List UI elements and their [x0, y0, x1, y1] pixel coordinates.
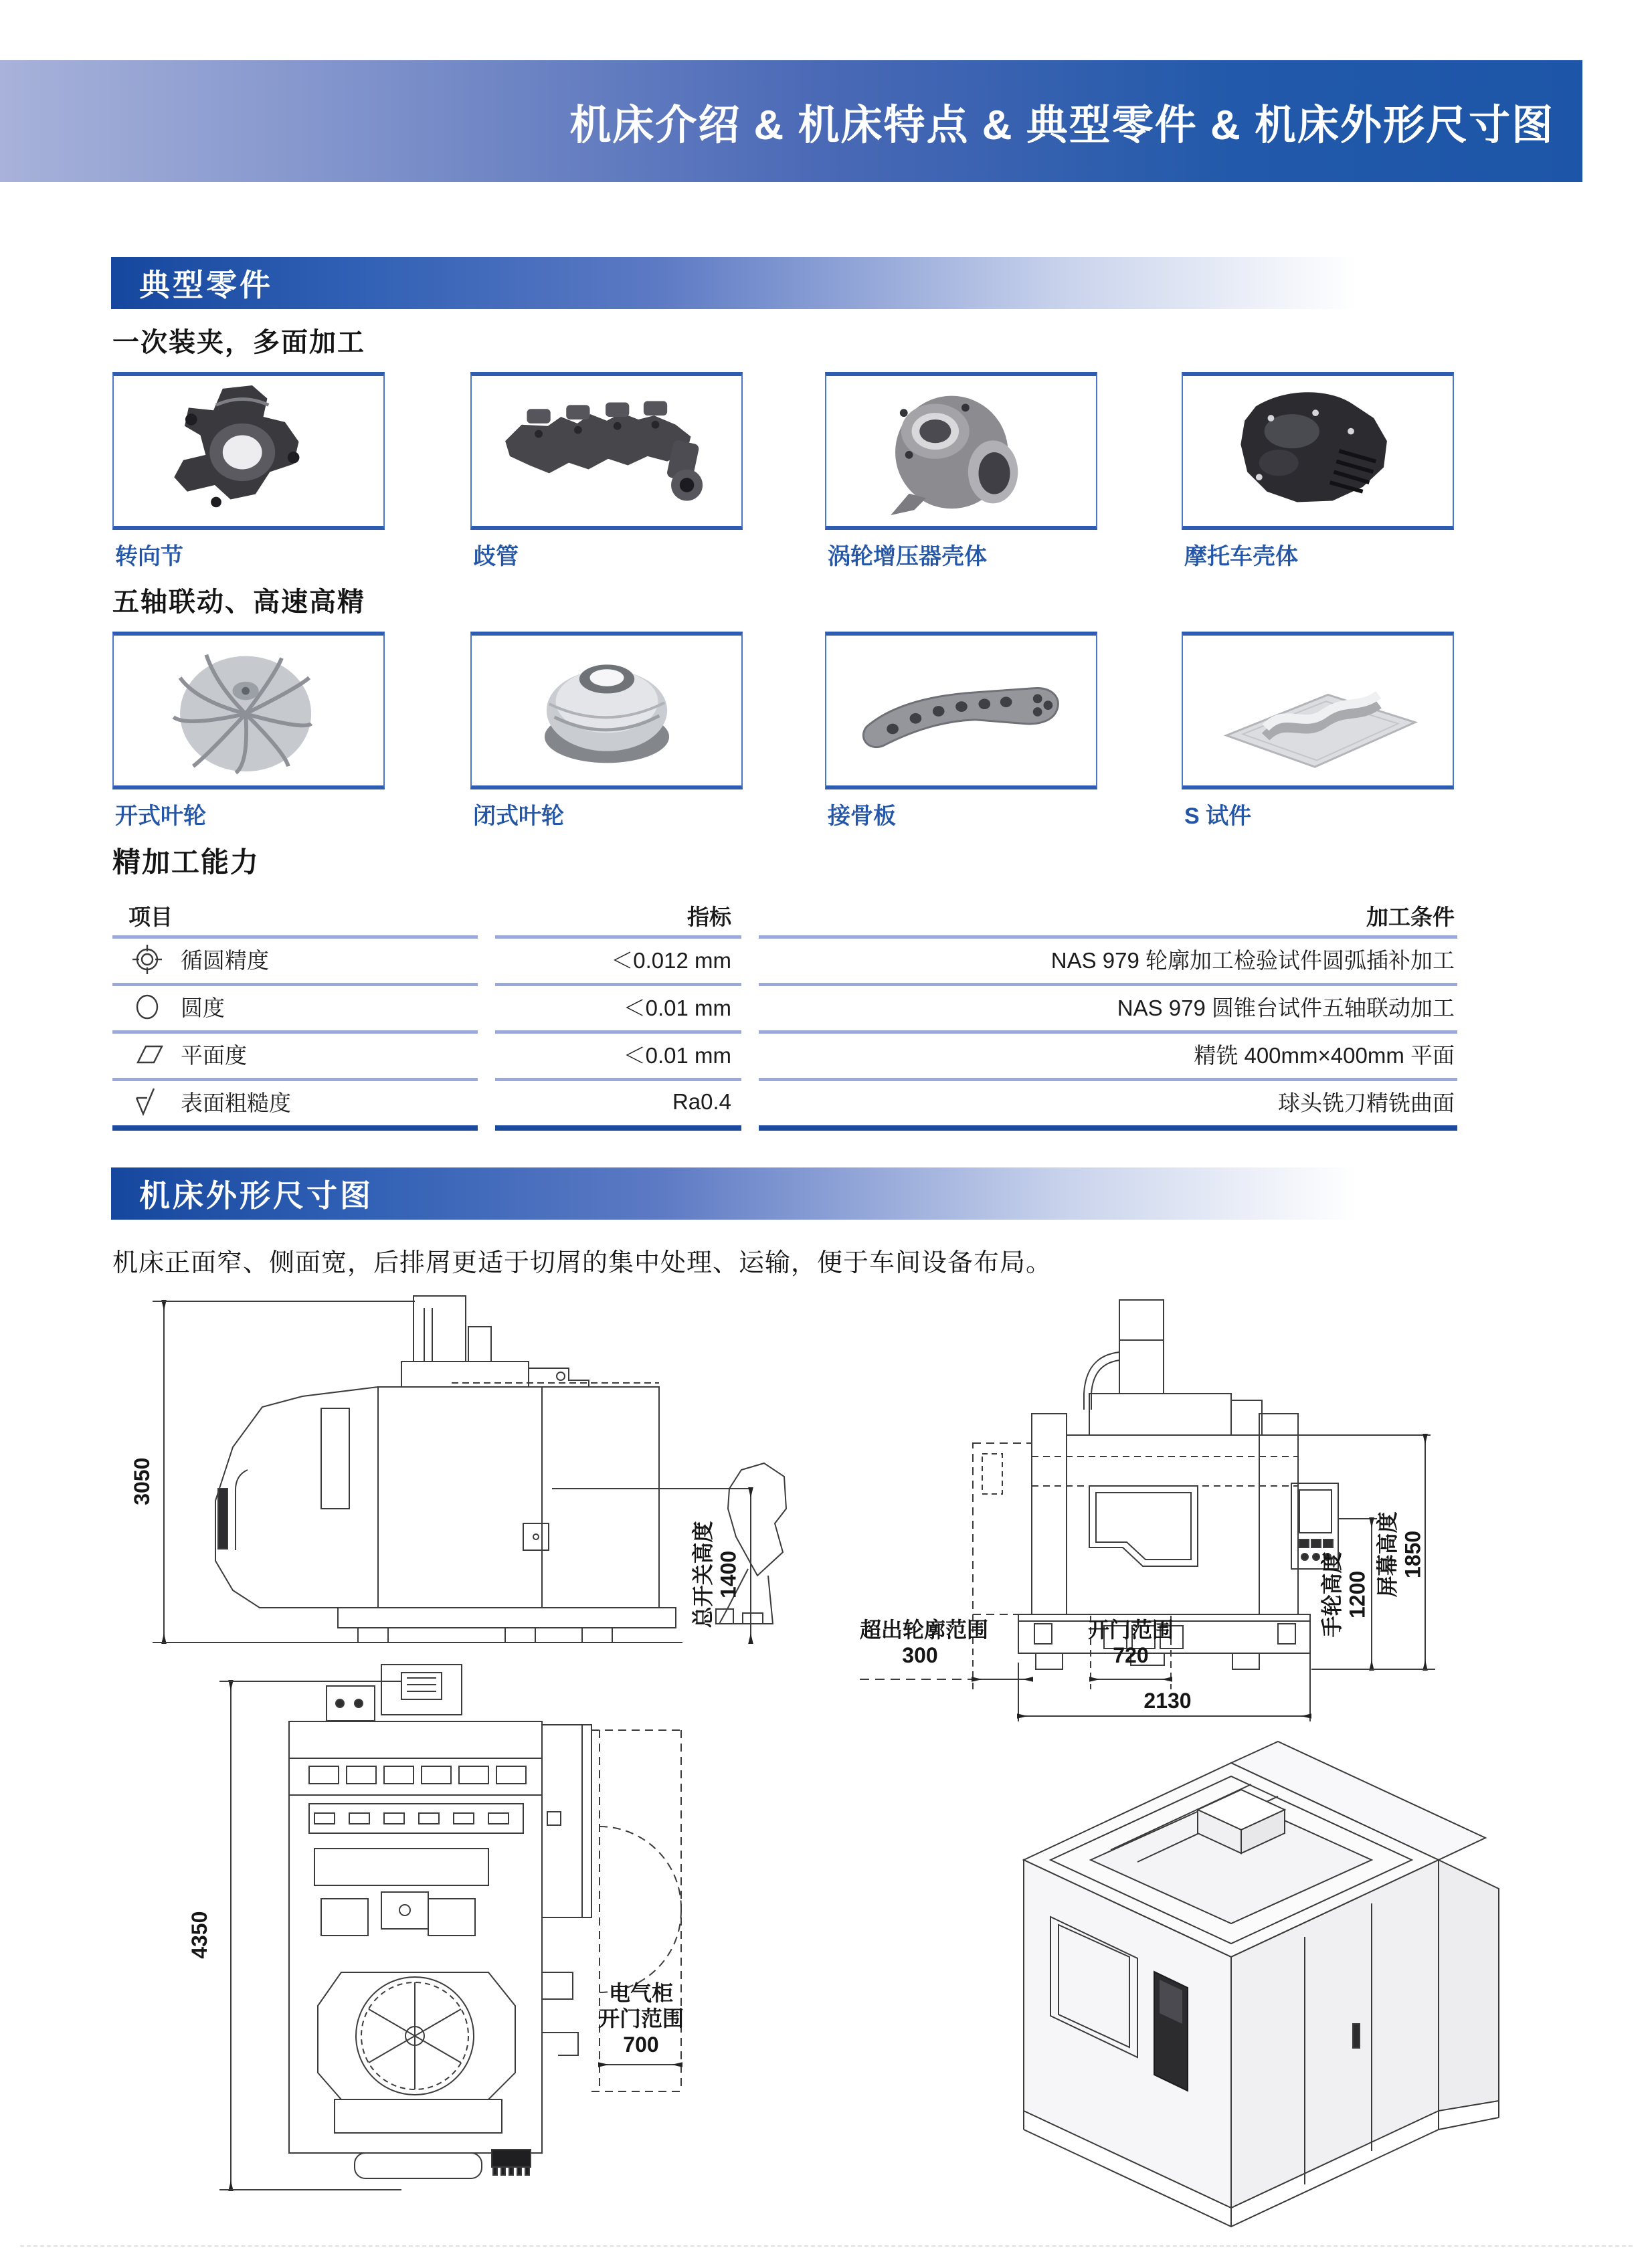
closed-impeller-photo — [476, 638, 738, 783]
part-box-steering-knuckle — [112, 372, 385, 530]
item-cell — [131, 983, 225, 1030]
dimension-description: 机床正面窄、侧面宽，后排屑更适于切屑的集中处理、运输，便于车间设备布局。 — [112, 1249, 1052, 1277]
dim-door-label: 开门范围 — [1087, 1618, 1174, 1642]
dim-screen-label: 屏幕高度 — [1375, 1511, 1400, 1598]
condition-cell: 精铣 400mm×400mm 平面 — [1194, 1043, 1455, 1068]
page-title: 机床介绍 & 机床特点 & 典型零件 & 机床外形尺寸图 — [569, 102, 1554, 149]
dim-cabinet-door — [582, 1980, 700, 2057]
item-cell — [131, 1078, 291, 1125]
spec-cell: ＜0.012 mm — [611, 948, 731, 973]
drawing-front-view — [823, 1288, 1586, 1729]
section-title: 典型零件 — [139, 268, 273, 302]
part-box-bone-plate — [825, 632, 1097, 789]
part-label: 开式叶轮 — [115, 804, 206, 829]
part-box-motorcycle-housing — [1182, 372, 1454, 530]
drawing-top-view — [114, 1658, 729, 2213]
dim-total-height: 3050 — [129, 1457, 154, 1505]
drawing-isometric-view — [823, 1709, 1586, 2241]
column-header-condition: 加工条件 — [1366, 905, 1455, 929]
dim-door — [1081, 1617, 1181, 1669]
circular-runout-icon — [131, 943, 163, 975]
dim-handwheel-value: 1200 — [1346, 1570, 1370, 1618]
finishing-capability-table — [112, 893, 1457, 1131]
section-bar-outline-dimensions — [111, 1167, 1559, 1220]
part-box-turbocharger-housing — [825, 372, 1097, 530]
isometric-line-art — [823, 1709, 1586, 2241]
part-box-closed-impeller — [470, 632, 743, 789]
dim-total-depth: 4350 — [187, 1911, 211, 1959]
spec-cell: ＜0.01 mm — [623, 1043, 731, 1068]
page-header-banner — [0, 60, 1582, 182]
dim-main-switch-label: 总开关高度 — [691, 1521, 715, 1628]
turbocharger-housing-photo — [830, 378, 1093, 524]
group-heading-five-axis: 五轴联动、高速高精 — [112, 587, 365, 617]
table-rule-bottom — [112, 1125, 478, 1131]
dim-handwheel — [1319, 1537, 1371, 1651]
dim-cabinet-door-value: 700 — [623, 2032, 659, 2057]
spec-cell: Ra0.4 — [672, 1089, 731, 1114]
dim-overhang-label: 超出轮廓范围 — [860, 1618, 989, 1642]
motorcycle-housing-photo — [1187, 378, 1449, 524]
part-label: 接骨板 — [828, 804, 896, 829]
item-cell — [131, 1030, 247, 1078]
flatness-icon — [131, 1038, 163, 1070]
dim-screen-value: 1850 — [1401, 1530, 1425, 1578]
surface-roughness-icon — [131, 1086, 163, 1118]
table-row — [112, 1030, 1457, 1078]
steering-knuckle-photo — [118, 378, 380, 524]
table-rule-bottom — [759, 1125, 1457, 1131]
item-label: 循圆精度 — [181, 948, 269, 973]
part-box-manifold — [470, 372, 743, 530]
s-test-piece-photo — [1187, 638, 1449, 783]
column-header-item: 项目 — [128, 905, 173, 929]
condition-cell: 球头铣刀精铣曲面 — [1278, 1091, 1455, 1115]
section-title: 机床外形尺寸图 — [139, 1178, 373, 1213]
part-box-s-test-piece — [1182, 632, 1454, 789]
dim-main-switch-value: 1400 — [717, 1550, 741, 1598]
part-label: 闭式叶轮 — [473, 804, 564, 829]
manifold-photo — [476, 378, 738, 524]
part-label: 涡轮增压器壳体 — [828, 544, 987, 569]
dim-total-width: 2130 — [1143, 1689, 1192, 1713]
dim-overhang-value: 300 — [902, 1643, 938, 1668]
part-box-open-impeller — [112, 632, 385, 789]
dim-main-switch — [691, 1517, 742, 1631]
dim-handwheel-label: 手轮高度 — [1319, 1552, 1344, 1638]
group-heading-one-clamping: 一次装夹，多面加工 — [112, 328, 365, 357]
spec-cell: ＜0.01 mm — [623, 996, 731, 1020]
item-label: 圆度 — [181, 996, 225, 1020]
drawing-side-view — [114, 1288, 796, 1653]
roundness-icon — [131, 991, 163, 1023]
condition-cell: NAS 979 轮廓加工检验试件圆弧插补加工 — [1050, 948, 1455, 973]
item-label: 平面度 — [181, 1043, 247, 1068]
condition-cell: NAS 979 圆锥台试件五轴联动加工 — [1117, 996, 1455, 1020]
table-row — [112, 1078, 1457, 1125]
part-label: 歧管 — [473, 544, 519, 569]
item-cell — [131, 935, 269, 983]
dim-overhang — [860, 1617, 989, 1669]
table-row — [112, 983, 1457, 1030]
part-label: 摩托车壳体 — [1184, 544, 1298, 569]
dim-cabinet-door-label: 开门范围 — [598, 2006, 684, 2031]
section-bar-typical-parts — [111, 257, 1559, 309]
dim-door-value: 720 — [1113, 1643, 1149, 1668]
bone-plate-photo — [830, 638, 1093, 783]
dim-cabinet-label: 电气柜 — [608, 1981, 673, 2005]
item-label: 表面粗糙度 — [181, 1091, 291, 1115]
dim-screen — [1375, 1497, 1427, 1611]
column-header-spec: 指标 — [687, 905, 731, 929]
open-impeller-photo — [118, 638, 380, 783]
finishing-capability-heading: 精加工能力 — [112, 846, 260, 878]
table-row — [112, 935, 1457, 983]
part-label: 转向节 — [115, 544, 183, 569]
table-rule-bottom — [495, 1125, 741, 1131]
page-bottom-crop-mark — [20, 2245, 1633, 2247]
part-label: S 试件 — [1184, 804, 1252, 829]
